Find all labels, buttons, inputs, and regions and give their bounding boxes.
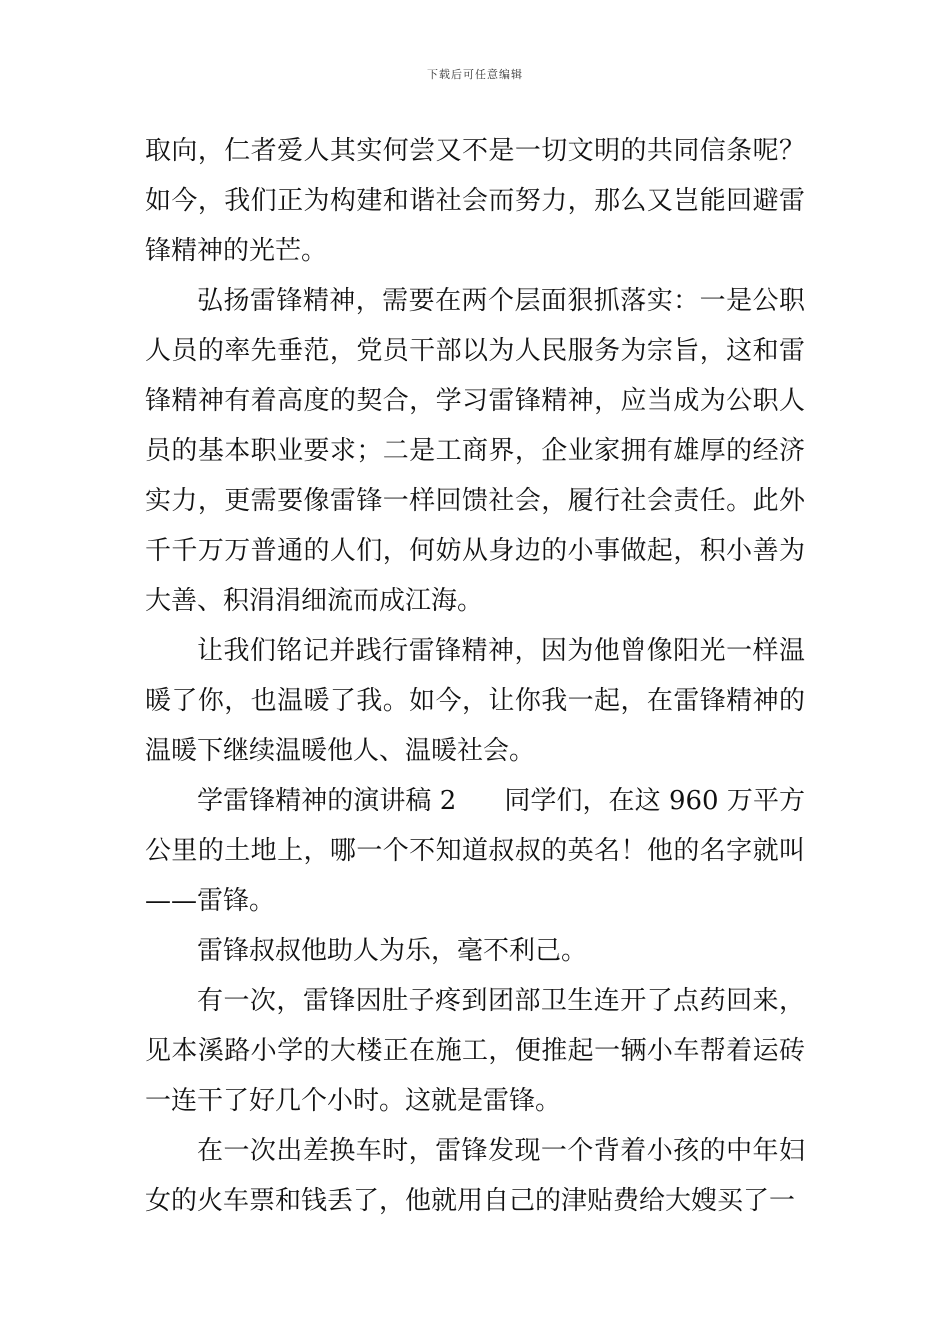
paragraph-7: 在一次出差换车时，雷锋发现一个背着小孩的中年妇女的火车票和钱丢了，他就用自己的津贴费给大嫂买了一 [145, 1136, 805, 1216]
paragraph-4 [145, 776, 805, 926]
paragraph-2: 弘扬雷锋精神，需要在两个层面狠抓落实：一是公职人员的率先垂范，党员干部以为人民服务为宗旨，这和雷锋精神有着高度的契合，学习雷锋精神，应当成为公职人员的基本职业要求；二是工商界，企业家拥有雄厚的经济实力，更需要像雷锋一样回馈社会，履行社会责任。此外千千万万普通的人们，何妨从身边的小事做起，积小善为大善、积涓涓细流而成江海。 [145, 286, 805, 616]
paragraph-5: 雷锋叔叔他助人为乐，毫不利己。 [197, 936, 588, 966]
paragraph-6: 有一次，雷锋因肚子疼到团部卫生连开了点药回来，见本溪路小学的大楼正在施工，便推起一辆小车帮着运砖一连干了好几个小时。这就是雷锋。 [145, 986, 805, 1116]
paragraph-1: 取向，仁者爱人其实何尝又不是一切文明的共同信条呢？如今，我们正为构建和谐社会而努力，那么又岂能回避雷锋精神的光芒。 [145, 136, 805, 266]
paragraph-4-text: 同学们，在这 960 万平方公里的土地上，哪一个不知道叔叔的英名！他的名字就叫——雷锋。 [145, 786, 806, 916]
document-body [145, 126, 805, 1226]
page-header: 下载后可任意编辑 [427, 68, 523, 81]
paragraph-3: 让我们铭记并践行雷锋精神，因为他曾像阳光一样温暖了你，也温暖了我。如今，让你我一起，在雷锋精神的温暖下继续温暖他人、温暖社会。 [145, 636, 805, 766]
speech-title: 学雷锋精神的演讲稿 2 [197, 786, 457, 816]
